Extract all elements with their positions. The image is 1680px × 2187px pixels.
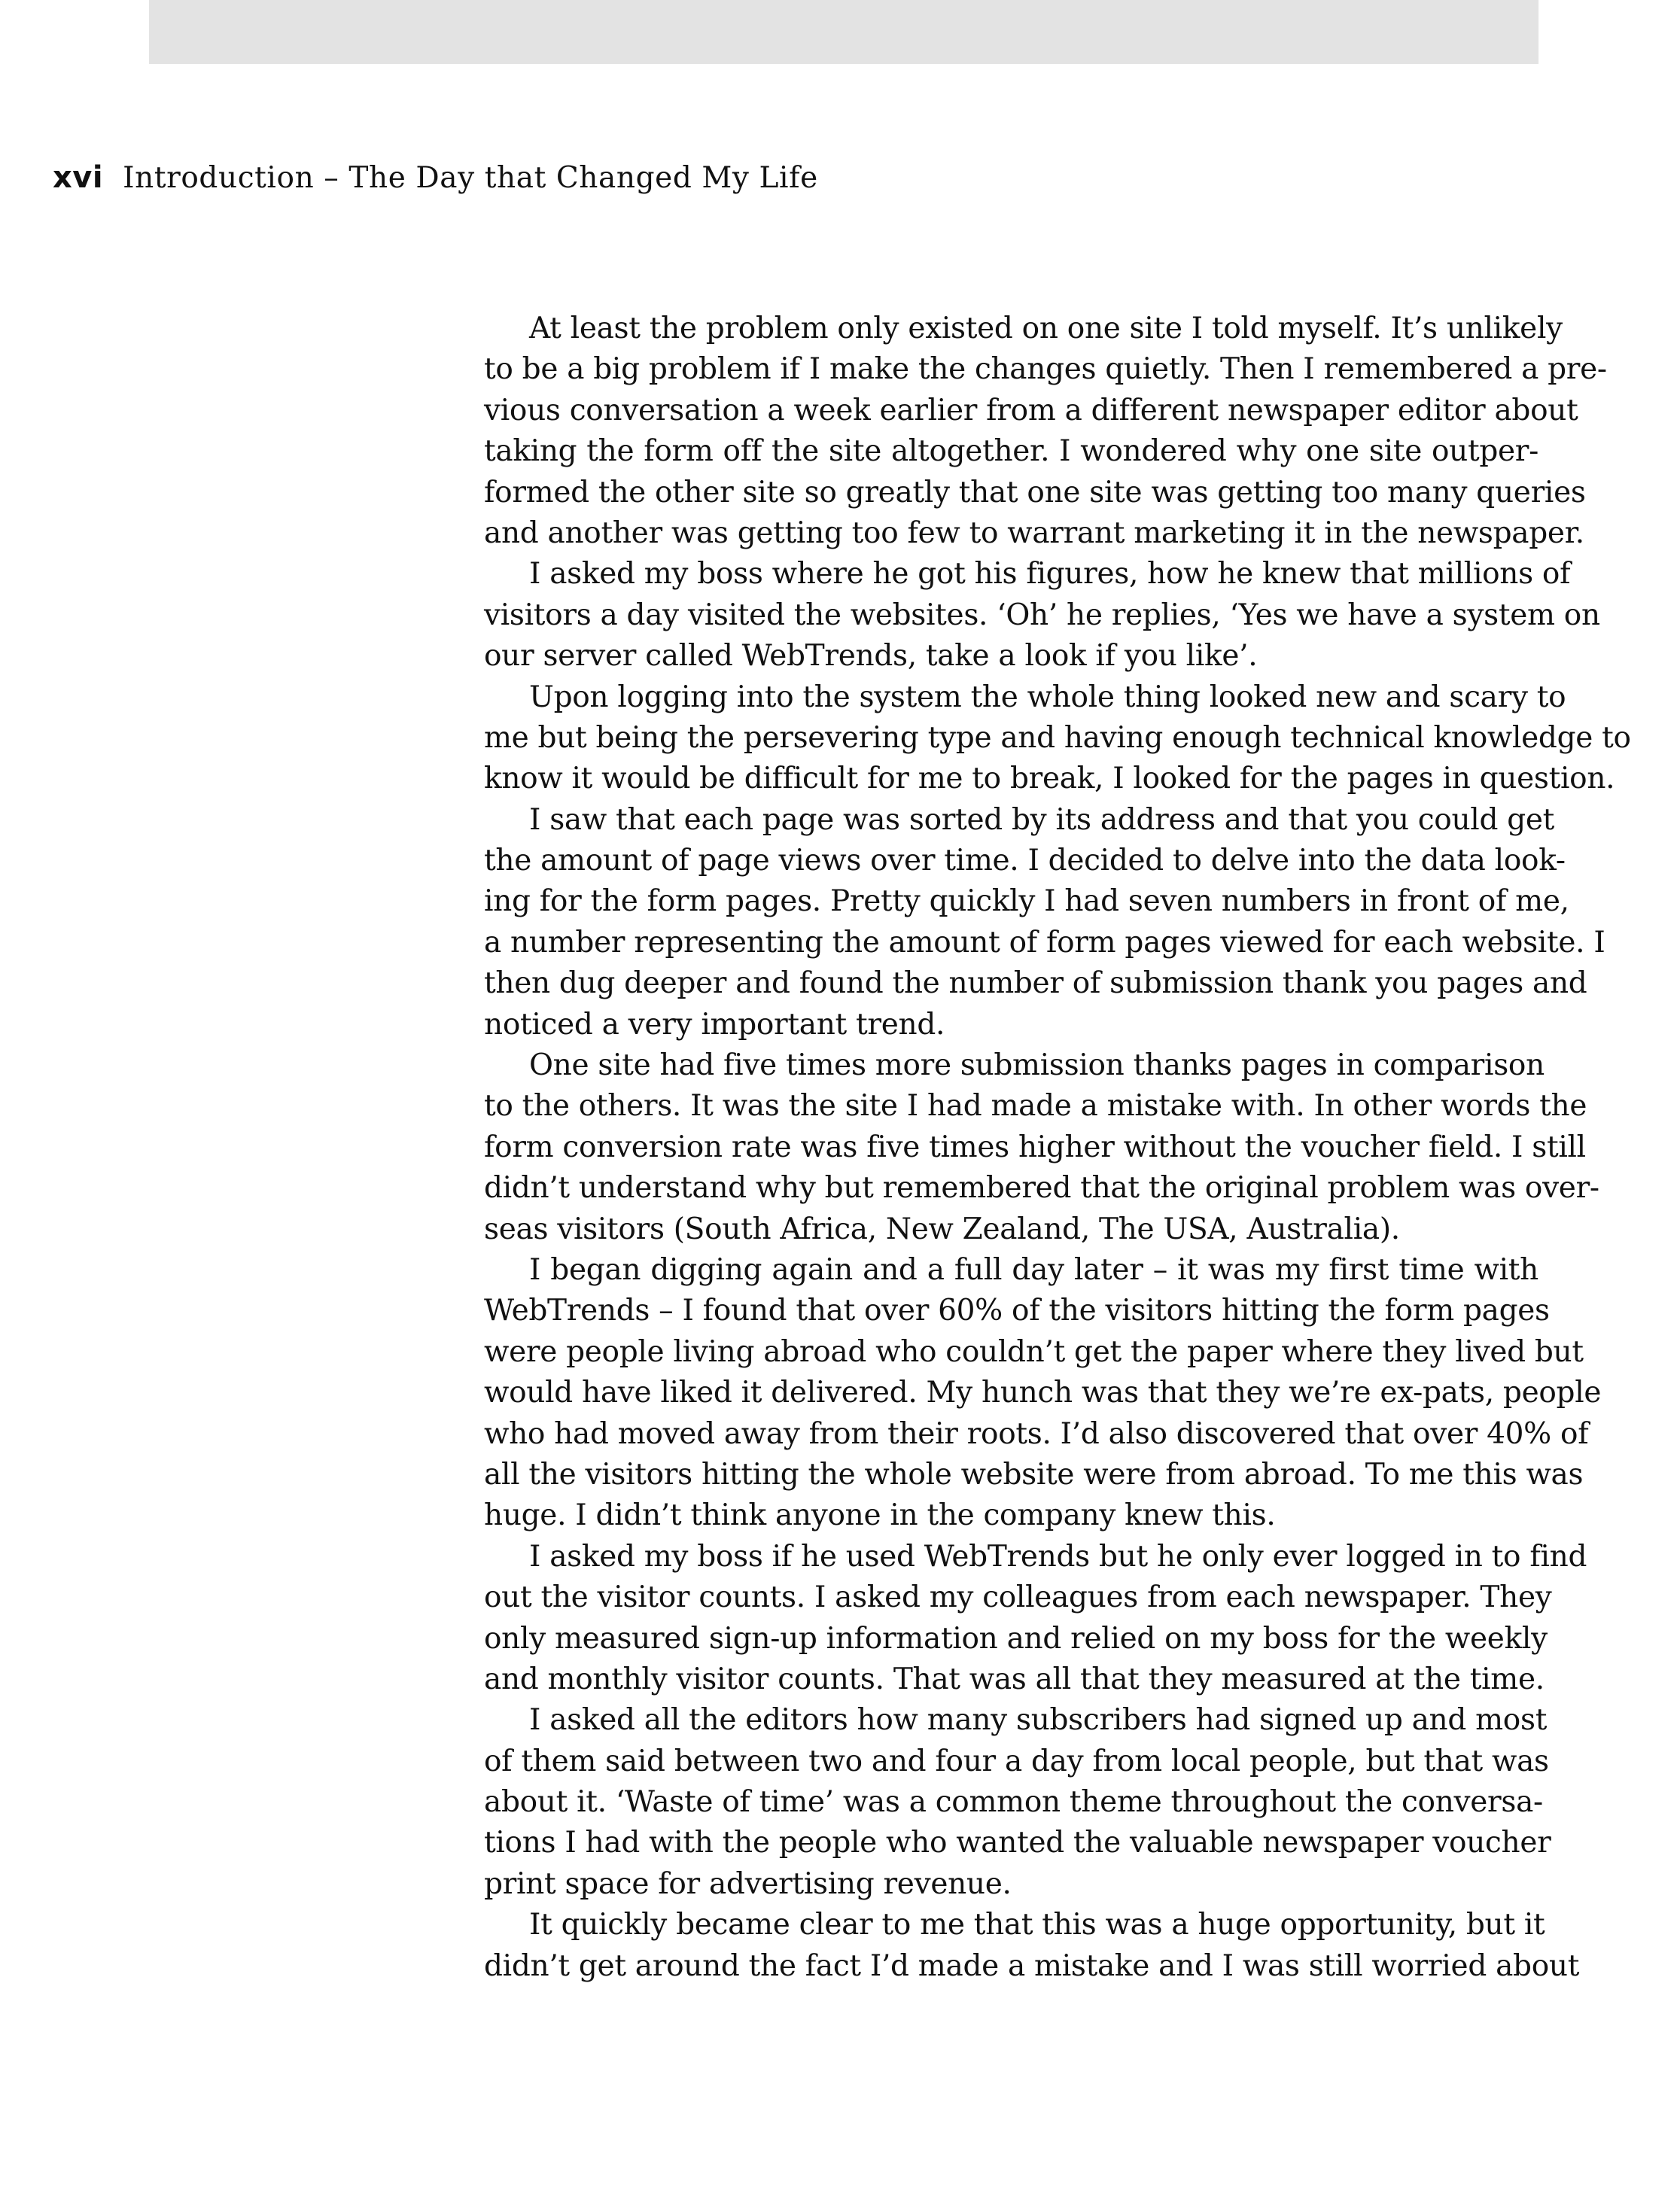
text-line: then dug deeper and found the number of submission thank you pages and	[484, 966, 1587, 1001]
text-line: vious conversation a week earlier from a different newspaper editor about	[484, 393, 1578, 427]
text-line: At least the problem only existed on one site I told myself. It’s unlikely	[529, 312, 1563, 345]
paragraph	[484, 1537, 1587, 1701]
top-gray-band	[149, 0, 1538, 64]
running-head	[53, 157, 818, 199]
paragraph	[484, 1700, 1551, 1905]
text-line: visitors a day visited the websites. ‘Oh’ he replies, ‘Yes we have a system on	[484, 598, 1600, 632]
text-line: ing for the form pages. Pretty quickly I had seven numbers in front of me,	[484, 884, 1569, 919]
text-line: about it. ‘Waste of time’ was a common theme throughout the conversa-	[484, 1785, 1543, 1820]
text-line: I asked my boss where he got his figures, how he knew that millions of	[529, 557, 1571, 592]
text-line: all the visitors hitting the whole website were from abroad. To me this was	[484, 1457, 1584, 1492]
text-line: the amount of page views over time. I decided to delve into the data look-	[484, 844, 1566, 878]
paragraph	[484, 677, 1631, 800]
text-line: huge. I didn’t think anyone in the company knew this.	[484, 1498, 1276, 1533]
text-line: print space for advertising revenue.	[484, 1866, 1012, 1901]
text-line: a number representing the amount of form pages viewed for each website. I	[484, 925, 1605, 960]
paragraph	[484, 1250, 1602, 1537]
text-line: know it would be difficult for me to break, I looked for the pages in question.	[484, 762, 1615, 796]
text-line: who had moved away from their roots. I’d also discovered that over 40% of	[484, 1416, 1589, 1451]
text-line: only measured sign-up information and relied on my boss for the weekly	[484, 1621, 1548, 1656]
text-line: taking the form off the site altogether. I wondered why one site outper-	[484, 434, 1538, 469]
text-line: One site had five times more submission thanks pages in comparison	[529, 1048, 1545, 1083]
text-line: I asked all the editors how many subscribers had signed up and most	[529, 1703, 1548, 1738]
text-line: didn’t get around the fact I’d made a mistake and I was still worried about	[484, 1948, 1580, 1983]
text-line: out the visitor counts. I asked my colleagues from each newspaper. They	[484, 1580, 1552, 1615]
paragraph	[484, 309, 1607, 554]
text-line: Upon logging into the system the whole thing looked new and scary to	[529, 680, 1566, 714]
text-line: tions I had with the people who wanted the valuable newspaper voucher	[484, 1826, 1551, 1860]
text-line: noticed a very important trend.	[484, 1007, 945, 1042]
text-line: It quickly became clear to me that this was a huge opportunity, but it	[529, 1908, 1545, 1942]
text-line: our server called WebTrends, take a look if you like’.	[484, 639, 1258, 674]
text-line: formed the other site so greatly that one site was getting too many queries	[484, 475, 1586, 509]
text-line: I asked my boss if he used WebTrends but he only ever logged in to find	[529, 1539, 1587, 1574]
text-line: were people living abroad who couldn’t get the paper where they lived but	[484, 1334, 1584, 1369]
text-line: to be a big problem if I make the changes quietly. Then I remembered a pre-	[484, 352, 1607, 387]
paragraph	[484, 1905, 1580, 1987]
text-line: form conversion rate was five times higher without the voucher field. I still	[484, 1130, 1586, 1164]
text-line: of them said between two and four a day from local people, but that was	[484, 1744, 1549, 1778]
text-line: seas visitors (South Africa, New Zealand, The USA, Australia).	[484, 1212, 1400, 1246]
text-line: I began digging again and a full day later – it was my first time with	[529, 1252, 1538, 1287]
text-line: didn’t understand why but remembered that the original problem was over-	[484, 1171, 1599, 1206]
body-text	[484, 309, 1631, 1987]
paragraph	[484, 554, 1600, 677]
text-line: and another was getting too few to warrant marketing it in the newspaper.	[484, 516, 1584, 550]
chapter-title: Introduction – The Day that Changed My Life	[123, 161, 818, 195]
text-line: to the others. It was the site I had made a mistake with. In other words the	[484, 1089, 1587, 1124]
text-line: WebTrends – I found that over 60% of the visitors hitting the form pages	[484, 1294, 1550, 1328]
paragraph	[484, 800, 1605, 1045]
paragraph	[484, 1045, 1599, 1250]
text-line: would have liked it delivered. My hunch was that they we’re ex-pats, people	[484, 1376, 1602, 1410]
page-number: xvi	[53, 160, 104, 195]
text-line: me but being the persevering type and having enough technical knowledge to	[484, 720, 1631, 755]
text-line: and monthly visitor counts. That was all that they measured at the time.	[484, 1662, 1545, 1696]
text-line: I saw that each page was sorted by its address and that you could get	[529, 802, 1555, 837]
